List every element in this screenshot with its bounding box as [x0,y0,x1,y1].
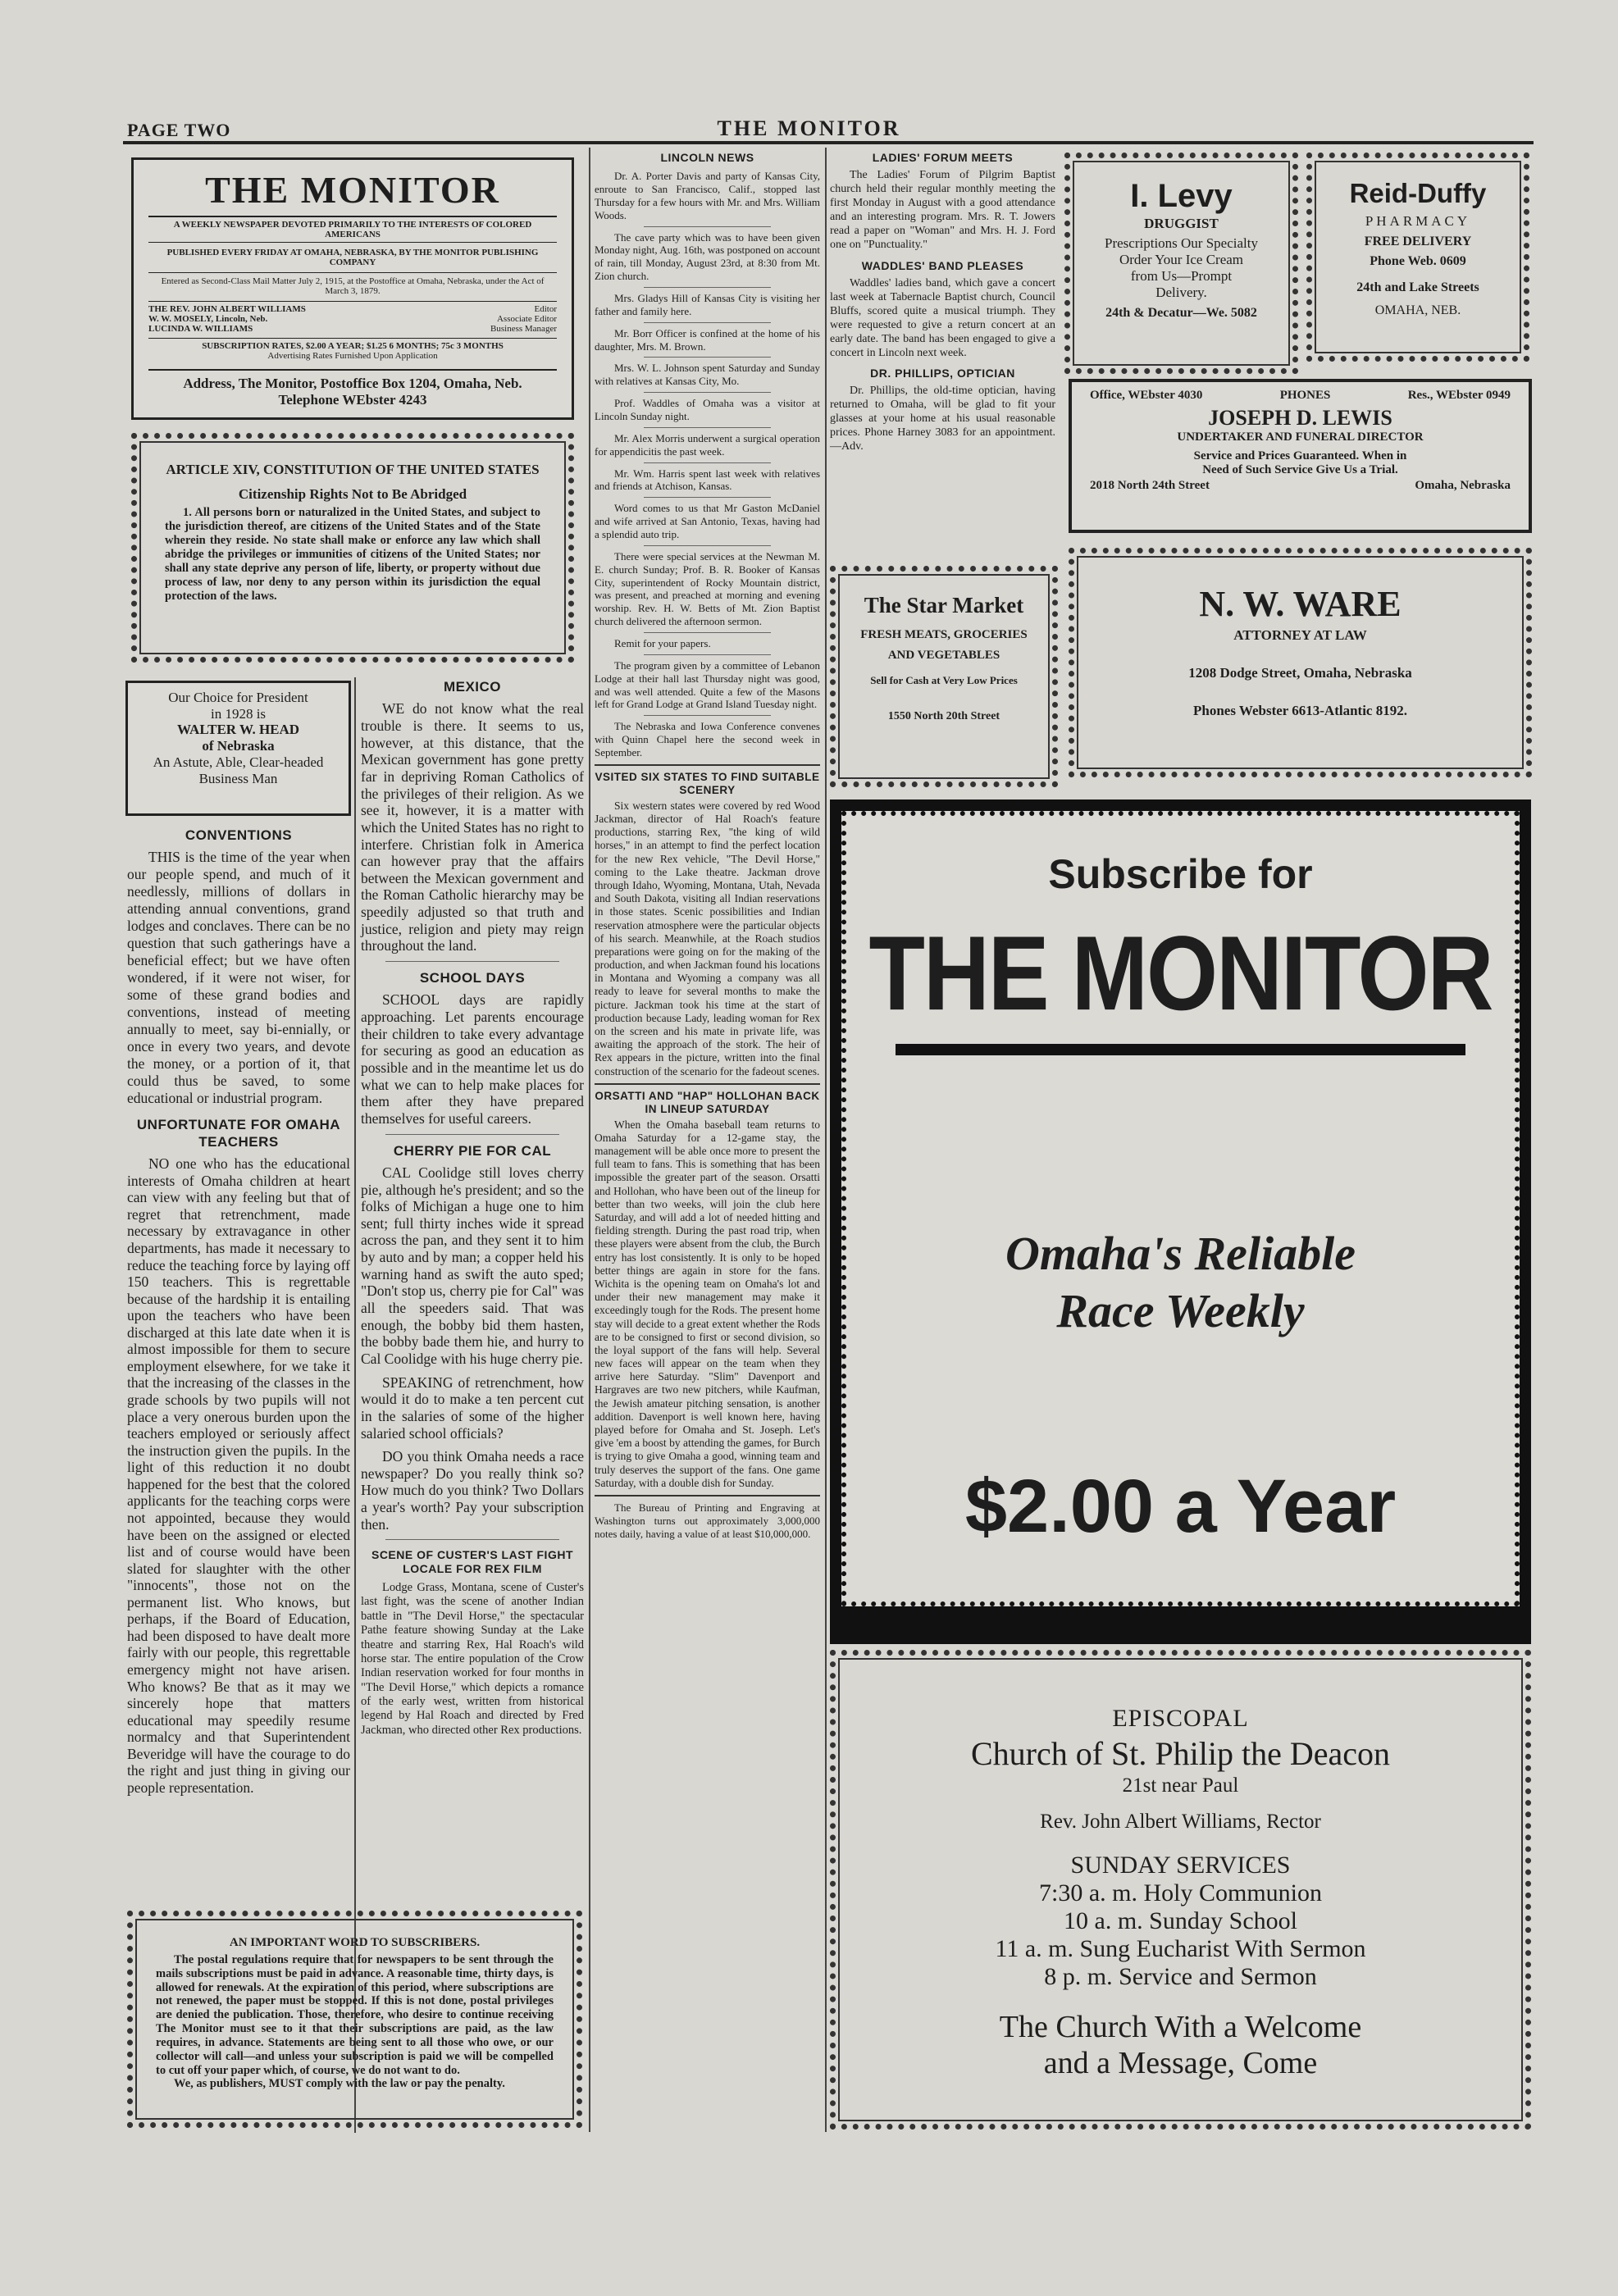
news-item: Dr. A. Porter Davis and party of Kansas City, enroute to San Francisco, Calif., stopped last Thursday for a few hours with Mr. and Mrs. William Woods. [595,170,820,221]
church-location: 21st near Paul [1122,1774,1239,1797]
divider [595,764,820,766]
divider [385,1134,559,1135]
column-1 [127,824,350,1800]
conventions-body: THIS is the time of the year when our people spend, and much of it needlessly, millions of dollars in attending annual conventions, grand lodges and conclaves. There can be no question that such gatherings have a beneficial effect; but we have often wondered, if it were not wiser, for some of these grand bodies and conventions, instead of meeting annually to meet, say bi-ennially, or once in every two years, and devote the money, or a portion of it, that could thus be saved, to some educational or industrial program. [127,849,350,1107]
church-rector: Rev. John Albert Williams, Rector [1040,1811,1321,1833]
divider [644,322,771,323]
lewis-street: 2018 North 24th Street [1090,479,1210,492]
masthead-telephone: Telephone WEbster 4243 [278,392,427,408]
reid-duffy-name: Reid-Duffy [1349,178,1487,208]
ware-name: N. W. WARE [1199,584,1402,624]
reid-duffy-line1: FREE DELIVERY [1364,235,1472,248]
service-item: 10 a. m. Sunday School [1064,1907,1297,1934]
star-market-line3: Sell for Cash at Very Low Prices [870,674,1018,686]
ladies-forum-body: The Ladies' Forum of Pilgrim Baptist church held their regular monthly meeting the first Monday in August with a good attendance and an interesting program. Mrs. R. T. Jowers read a paper on "Woman" and Mrs. H. J. Ford one on "Punctuality." [830,169,1055,252]
scenery-body: Six western states were covered by red Wood Jackman, director of Hal Roach's feature productions, starring Rex, "the king of wild horses," in an attempt to find the perfect location for the new Rex vehicle, "The Devil Horse," coming to the Lake theatre. Jackman drove through Idaho, Wyoming, Montana, Utah, Nevada and South Dakota, visiting all Indian reservations in those states. Scenic possibilities and Indian reservation atmosphere were the particular objects of his search. Meanwhile, at the Roach studios preparations were going on for the making of the production, and when Jackman found his locations in Montana and Wyoming a company was all ready to leave for several months to make the picture. Jackman took his time at the start of production because Lady, leading woman for Rex on the screen and his mate in private life, was awaiting the approach of the stork. The heir of Rex appears in the picture, written into the final construction of the scenario for the fadeout scenes. [595,799,820,1077]
subscription-rates: SUBSCRIPTION RATES, $2.00 A YEAR; $1.25 6 MONTHS; 75c 3 MONTHS [148,338,557,351]
masthead-staff [148,301,557,334]
lewis-office: Office, WEbster 4030 [1090,389,1203,402]
church-name: Church of St. Philip the Deacon [970,1735,1391,1772]
masthead-published: PUBLISHED EVERY FRIDAY AT OMAHA, NEBRASKA, BY THE MONITOR PUBLISHING COMPANY [166,248,539,267]
president-desc: An Astute, Able, Clear-headed Business Man [153,754,324,786]
school-days-body: SCHOOL days are rapidly approaching. Let parents encourage their children to take every advantage for securing as good an education as possible and in the meantime let us do what we can to help make places for them after they have prepared themselves for useful careers. [361,991,584,1127]
lewis-res: Res., WEbster 0949 [1407,389,1511,402]
lewis-line1: Service and Prices Guaranteed. When in [1193,449,1407,462]
levy-line4: Delivery. [1155,285,1207,300]
news-item: Mrs. W. L. Johnson spent Saturday and Sunday with relatives at Kansas City, Mo. [595,362,820,388]
title-underline [896,1044,1465,1055]
unfortunate-body: NO one who has the educational interests of Omaha children at heart can view with any feeling but that of regret that retrenchment, made necessary by extravagance in other departments, has made it necessary to reduce the teaching force by laying off 150 teachers. This is regrettable because of the hardship it is entailing upon the teachers who have been discharged at this late date when it is almost impossible for them to secure employment elsewhere, for we take it that the increasing of the classes in the grade schools by two pupils will not place a very onerous burden upon the teachers employed or seriously affect the instruction given the pupils. In the light of this reduction it no doubt happened for the best that the colored applicants for the teaching corps were not appointed, because they would have been on the assigned or elected list and of course would have been slated for slaughter with the other "innocents", those not on the permanent list. Who knows, but perhaps, if the Board of Education, had been disposed to have dealt more fairly with our people, this regrettable emergency might not have arisen. Who knows? Be that as it may we sincerely hope that matters educational may speedily resume normalcy and that Superintendent Beveridge will have the courage to do the right and just thing in giving our people representation. [127,1155,350,1796]
news-item: Mr. Wm. Harris spent last week with relatives and friends at Atchison, Kansas. [595,467,820,493]
unfortunate-heading: UNFORTUNATE FOR OMAHA TEACHERS [136,1117,341,1150]
custer-body: Lodge Grass, Montana, scene of Custer's last fight, was the scene of another Indian battle in "The Devil Horse," the spectacular Pathe feature showing Sunday at the Lake theatre and starring Rex, Hal Roach's wild horse star. The entire population of the Crow Indian reservation worked for four months in "The Devil Horse," which depicts a romance of the early west, written from historical legend by Hal Roach and directed by Fred Jackman, who directed other Rex productions. [361,1580,584,1737]
advertising-note: Advertising Rates Furnished Upon Application [267,351,438,361]
president-line1: Our Choice for President [168,690,308,705]
constitution-body: 1. All persons born or naturalized in the United States, and subject to the jurisdiction thereof, are citizens of the United States and of the State wherein they reside. No state shall make or enforce any law which shall abridge the privileges or immunities of citizens of the United States; nor shall any state deprive any person of life, liberty, or property without due process of law, nor deny to any person within its jurisdiction the equal protection of the laws. [165,505,540,604]
divider [595,1495,820,1496]
divider [644,654,771,655]
ladies-forum-heading: LADIES' FORUM MEETS [872,151,1014,164]
president-box [125,681,351,816]
president-line2: in 1928 is [210,705,267,722]
divider [644,392,771,393]
levy-address: 24th & Decatur—We. 5082 [1105,306,1257,320]
newspaper-question-body: DO you think Omaha needs a race newspaper? Do you really think so? How much do you think? Two Dollars a year's worth? Pay your subscription then. [361,1448,584,1533]
divider [644,715,771,716]
levy-line1: Prescriptions Our Specialty [1105,235,1258,251]
lincoln-news-heading: LINCOLN NEWS [660,151,754,164]
church-ad [830,1650,1531,2130]
subscribe-ad [830,800,1531,1644]
phillips-body: Dr. Phillips, the old-time optician, having returned to Omaha, will be glad to fit your glasses at your home at his usual reasonable prices. Phone Harney 3083 for an appointment.—Adv. [830,385,1055,453]
masthead [131,157,574,420]
church-slogan2: and a Message, Come [1043,2046,1318,2080]
president-name: WALTER W. HEAD [176,722,300,738]
news-item: Mrs. Gladys Hill of Kansas City is visiting her father and family here. [595,291,820,317]
service-item: 7:30 a. m. Holy Communion [1039,1879,1322,1906]
divider [644,497,771,498]
news-item: Prof. Waddles of Omaha was a visitor at Lincoln Sunday night. [595,397,820,422]
custer-heading: SCENE OF CUSTER'S LAST FIGHT LOCALE FOR REX FILM [371,1548,573,1576]
divider [644,226,771,227]
star-market-name: The Star Market [864,593,1024,617]
page-number: PAGE TWO [127,120,231,140]
levy-kind: DRUGGIST [1144,216,1219,231]
column-3 [595,149,820,1542]
masthead-subtitle: A WEEKLY NEWSPAPER DEVOTED PRIMARILY TO THE INTERESTS OF COLORED AMERICANS [148,216,557,243]
news-item: Remit for your papers. [614,637,711,649]
waddles-heading: WADDLES' BAND PLEASES [861,258,1024,272]
news-item: Word comes to us that Mr Gaston McDaniel and wife arrived at San Antonio, Texas, having had a splendid auto trip. [595,502,820,540]
cherry-pie-body: CAL Coolidge still loves cherry pie, although he's president; and so the folks of Michigan a huge one to him sent; full thirty inches wide it spread across the pan, and they sent it to him by auto and by man; a copper held his warning hand as swift the auto sped; "Don't stop us, cherry pie for Cal" was all the speeders said. That was enough, the bobby bid them hasten, the bobby bade them hie, and hurry to Cal Coolidge with his huge cherry pie. [361,1164,584,1367]
paper-name: THE MONITOR [717,116,901,140]
constitution-subtitle: Citizenship Rights Not to Be Abridged [238,485,467,502]
column-rule-3 [825,148,827,2132]
subscribe-tagline2: Race Weekly [1056,1284,1305,1337]
divider [644,287,771,288]
star-market-line1: FRESH MEATS, GROCERIES [860,628,1028,641]
masthead-entered: Entered as Second-Class Mail Matter July 2, 1915, at the Postoffice at Omaha, Nebraska, under the Act of March 3, 1879. [148,272,557,296]
news-item: Mr. Alex Morris underwent a surgical operation for appendicitis the past week. [595,431,820,458]
masthead-address: Address, The Monitor, Postoffice Box 1204, Omaha, Neb. [148,369,557,392]
star-market-address: 1550 North 20th Street [887,710,1000,722]
reid-duffy-street: 24th and Lake Streets [1356,280,1479,294]
masthead-title: THE MONITOR [205,169,500,211]
lewis-address-row [1090,479,1511,493]
bureau-note: The Bureau of Printing and Engraving at Washington turns out approximately 3,000,000 notes daily, having a value of at least $10,000,000. [595,1501,820,1540]
news-item: The cave party which was to have been given Monday night, Aug. 16th, was postponed on account of rain, till Monday, August 23rd, at 8:30 from Mt. Zion church. [595,230,820,283]
news-item: The Nebraska and Iowa Conference convenes with Quinn Chapel here the second week in September. [595,720,820,759]
staff-row: LUCINDA W. WILLIAMS Business Manager [148,324,557,334]
cherry-pie-heading: CHERRY PIE FOR CAL [393,1142,552,1159]
divider [595,1083,820,1085]
subscribe-title: THE MONITOR [868,913,1493,1032]
orsatti-heading: ORSATTI AND "HAP" HOLLOHAN BACK IN LINEUP SATURDAY [595,1089,820,1116]
levy-ad [1064,153,1298,374]
lewis-ad [1069,379,1532,533]
divider [644,545,771,546]
reid-duffy-phone: Phone Web. 0609 [1370,254,1466,268]
constitution-title: ARTICLE XIV, CONSTITUTION OF THE UNITED STATES [166,462,540,477]
orsatti-body: When the Omaha baseball team returns to Omaha Saturday for a 12-game stay, the management will be able once more to present the full team to fans. This is something that has been impossible the greater part of the season. Orsatti and Hollohan, who have been out of the lineup for better than two weeks, will join the club here Saturday, and will add a lot of needed hitting and fielding strength. During the past road trip, when these players were absent from the club, the Burch entry has lost consistently. It is only to be hoped better things are again in store for the fans. Wichita is the opening team on Omaha's lot and under their new management may make it exceedingly tough for the Rods. The present home stay will decide to a great extent whether the Rods are to be consigned to first or second division, so the loyal support of the fans will help. Several new faces will appear on the team when they arrive here Saturday. "Slim" Davenport and Hargraves are two new pitchers, while Kaufman, the Jewish amateur pitching sensation, is another addition. Davenport is well known here, having played before for Omaha and St. Joseph. Let's give 'em a boost by attending the games, for Burch is trying to give Omaha a good, winning team and truly deserves the support of the fans. One game Saturday, with a double dish for Sunday. [595,1118,820,1489]
subscribers-notice [127,1911,582,2128]
divider [644,632,771,633]
news-item: There were special services at the Newman M. E. church Sunday; Prof. B. R. Booker of Kansas City, superintendent of Rocky Mountain district, was present, and preached at morning and evening worship. Rev. H. W. Betts of Mt. Zion Baptist church delivered the afternoon sermon. [595,549,820,628]
divider [644,357,771,358]
column-2 [361,677,584,1741]
president-state: of Nebraska [202,738,275,754]
waddles-body: Waddles' ladies band, which gave a concert last week at Tabernacle Baptist church, Council Bluffs, scored quite a musical triumph. They were requested to give a return concert at an early date. The band has been engaged to give a concert in Lincoln next week. [830,276,1055,360]
church-denomination: EPISCOPAL [1112,1705,1249,1732]
scenery-heading: VSITED SIX STATES TO FIND SUITABLE SCENERY [595,770,820,797]
column-4-news [830,149,1055,456]
divider [644,462,771,463]
reid-duffy-city: OMAHA, NEB. [1374,303,1461,317]
ware-kind: ATTORNEY AT LAW [1233,627,1367,643]
subscribers-closing: We, as publishers, MUST comply with the law or pay the penalty. [174,2077,505,2091]
conventions-heading: CONVENTIONS [185,827,293,843]
lewis-name: JOSEPH D. LEWIS [1208,406,1392,430]
reid-duffy-kind: PHARMACY [1365,213,1471,229]
subscribe-ad-inner [841,811,1520,1606]
services-heading: SUNDAY SERVICES [1070,1852,1291,1879]
ware-phones: Phones Webster 6613-Atlantic 8192. [1193,703,1407,718]
retrenchment-body: SPEAKING of retrenchment, how would it do to make a ten percent cut in the salaries of some of the higher salaried school officials? [361,1374,584,1442]
column-rule-2 [589,148,590,2132]
phillips-heading: DR. PHILLIPS, OPTICIAN [870,367,1015,380]
levy-line2: Order Your Ice Cream [1119,252,1244,267]
levy-name: I. Levy [1130,178,1233,214]
lewis-kind: UNDERTAKER AND FUNERAL DIRECTOR [1177,430,1424,444]
header-rule [123,141,1534,144]
subscribe-price: $2.00 a Year [964,1465,1397,1548]
divider [385,1539,559,1540]
lewis-phones-row [1090,389,1511,403]
ware-street: 1208 Dodge Street, Omaha, Nebraska [1188,665,1412,681]
subscribers-heading: AN IMPORTANT WORD TO SUBSCRIBERS. [229,1936,481,1949]
mexico-body: WE do not know what the real trouble is there. It seems to us, however, at this distance, that the Mexican government has gone pretty far in depriving Roman Catholics of the privileges of their religion. As we see it, however, it is a matter with which the United States has no right to interfere. Christian folk in America can however pray that the affairs between the Mexican government and the Roman Catholic hierarchy may be speedily adjusted so that truth and justice, religion and piety may reign throughout the land. [361,700,584,954]
service-item: 11 a. m. Sung Eucharist With Sermon [995,1935,1366,1962]
reid-duffy-ad [1306,153,1529,362]
star-market-ad [830,566,1058,787]
divider [385,961,559,962]
lewis-city: Omaha, Nebraska [1415,479,1511,492]
star-market-line2: AND VEGETABLES [887,649,1000,662]
subscribe-line1: Subscribe for [1048,851,1313,897]
service-item: 8 p. m. Service and Sermon [1044,1963,1317,1990]
church-slogan1: The Church With a Welcome [999,2010,1362,2044]
constitution-box [131,433,574,663]
ware-ad [1069,548,1532,777]
lewis-line2: Need of Such Service Give Us a Trial. [1202,463,1398,476]
news-item: Mr. Borr Officer is confined at the home of his daughter, Mrs. M. Brown. [595,326,820,353]
staff-row: THE REV. JOHN ALBERT WILLIAMS Editor [148,304,557,314]
news-item: The program given by a committee of Lebanon Lodge at their hall last Thursday night was good, and was well attended. Quite a few of the Masons left for Grand Lodge at Grand Island Tuesday night. [595,658,820,711]
divider [644,427,771,428]
subscribers-body: The postal regulations require that for newspapers to be sent through the mails subscriptions must be paid in advance. A reasonable time, thirty days, is allowed for renewals. At the expiration of this period, where subscriptions are not renewed, the paper must be stopped. If this is not done, postal privileges are denied the publication. Those, therefore, who desire to continue receiving The Monitor must see to it that their subscriptions are paid, as the law requires, in advance. Statements are being sent to all those who owe, or our collector will call—and unless your subscription is paid we will be compelled to cut off your paper which, of course, we do not want to do. [156,1953,554,2077]
subscribe-tagline1: Omaha's Reliable [1005,1227,1356,1280]
school-days-heading: SCHOOL DAYS [419,970,526,986]
lewis-phones: PHONES [1279,389,1331,402]
staff-row: W. W. MOSELY, Lincoln, Neb. Associate Editor [148,314,557,324]
mexico-heading: MEXICO [443,679,502,695]
levy-line3: from Us—Prompt [1130,268,1233,284]
